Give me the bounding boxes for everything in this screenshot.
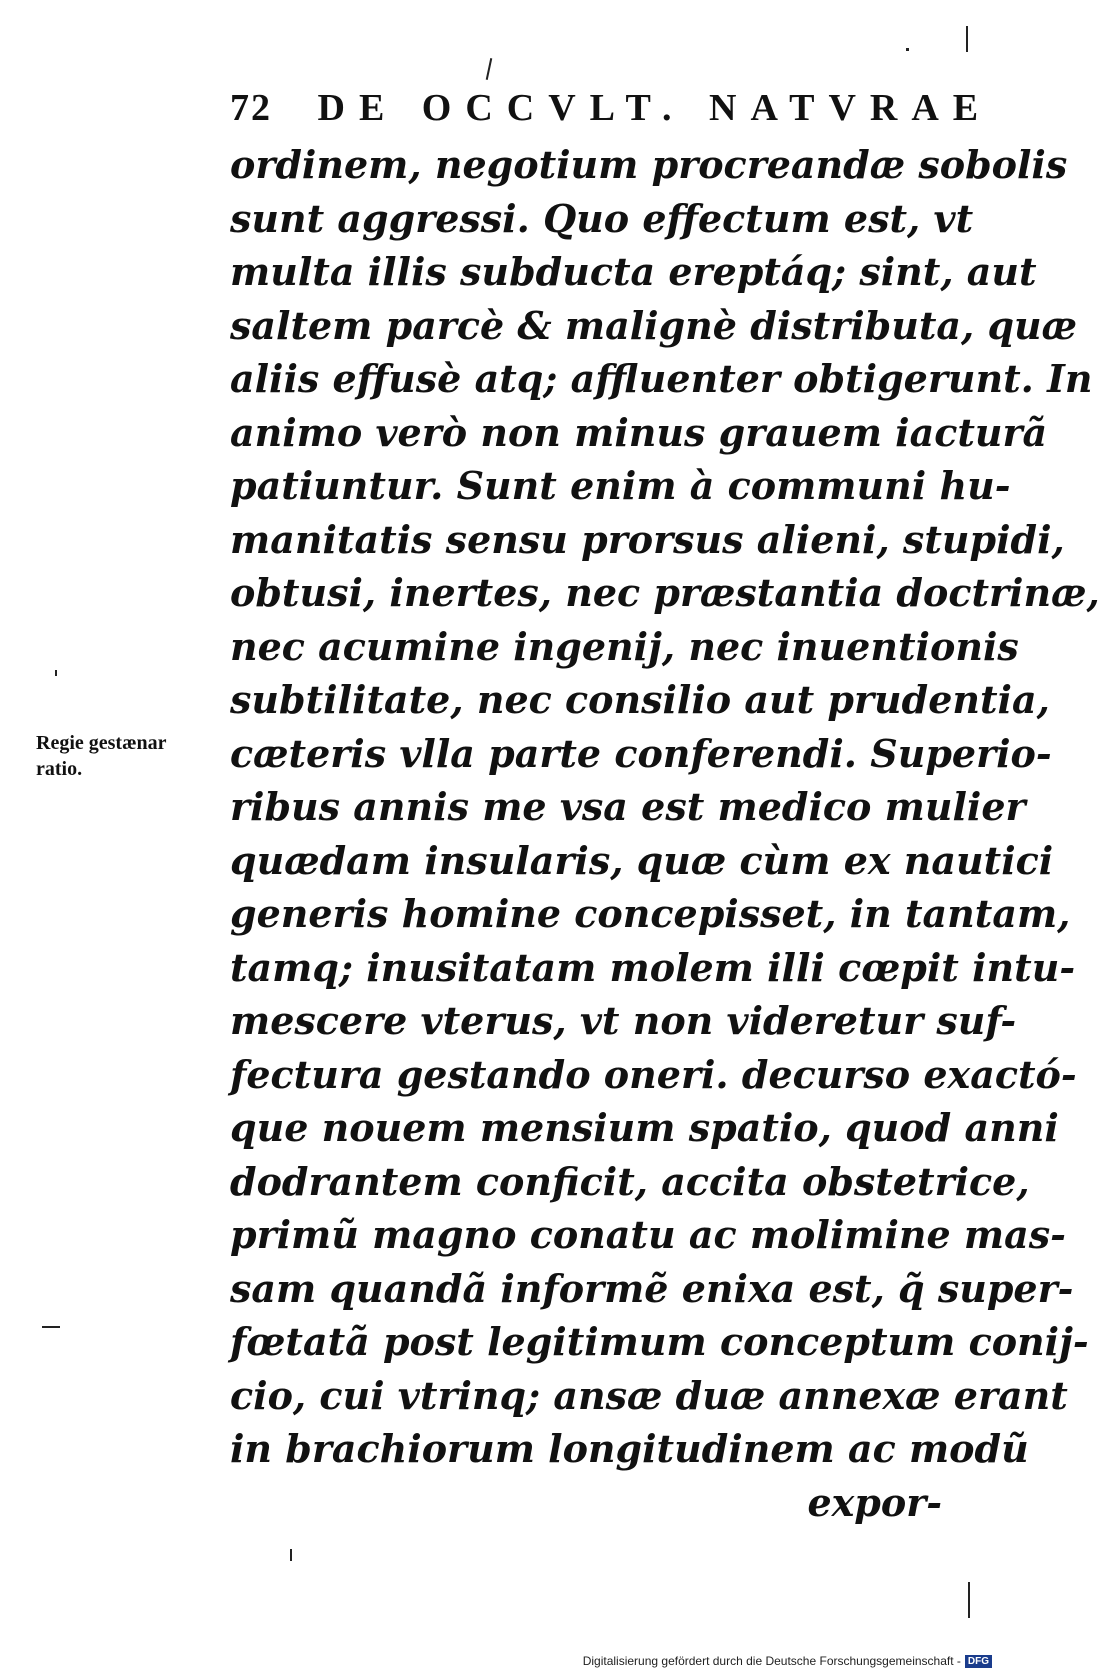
credit-text: Digitalisierung gefördert durch die Deutsche Forschungsgemeinschaft -	[582, 1654, 961, 1668]
text-line: cio, cui vtrinq; ansæ duæ annexæ erant	[230, 1372, 1068, 1418]
text-line: fœtatã post legitimum conceptum conij-	[230, 1319, 1089, 1364]
text-line: sunt aggressi. Quo effectum est, vt	[230, 195, 974, 241]
text-line: animo verò non minus grauem iacturã	[230, 409, 1048, 455]
marginal-note	[36, 730, 226, 782]
text-line: nec acumine ingenij, nec inuentionis	[230, 623, 1019, 669]
text-line: primũ magno conatu ac molimine mas-	[230, 1212, 1066, 1257]
text-line: tamq; inusitatam molem illi cœpit intu-	[230, 944, 1076, 990]
scan-speck	[906, 48, 909, 51]
text-line: saltem parcè & malignè distributa, quæ	[230, 302, 1078, 348]
text-line: cæteris vlla parte conferendi. Superio-	[230, 730, 1052, 776]
text-line: obtusi, inertes, nec præstantia doctrinæ,	[230, 570, 1100, 615]
running-title: DE OCCVLT. NATVRAE	[317, 87, 993, 129]
text-line: subtilitate, nec consilio aut prudentia,	[230, 677, 1050, 722]
digitization-credit	[583, 1654, 992, 1668]
scan-speck	[486, 58, 493, 80]
scan-speck	[290, 1549, 292, 1561]
scan-speck	[42, 1326, 60, 1328]
dfg-logo: DFG	[965, 1655, 992, 1668]
page-number: 72	[230, 87, 272, 129]
body-text	[230, 138, 1100, 1529]
text-line: manitatis sensu prorsus alieni, stupidi,	[230, 516, 1065, 562]
scan-speck	[968, 1582, 970, 1618]
text-line: ribus annis me vsa est medico mulier	[230, 784, 1026, 829]
text-line: que nouem mensium spatio, quod anni	[230, 1105, 1059, 1150]
text-line: patiuntur. Sunt enim à communi hu-	[230, 463, 1011, 508]
scan-speck	[966, 26, 968, 52]
text-line: fectura gestando oneri. decurso exactó-	[230, 1051, 1077, 1097]
text-line: generis homine concepisset, in tantam,	[230, 891, 1071, 936]
text-line: mescere vterus, vt non videretur suf-	[230, 998, 1017, 1043]
catchword: expor-	[807, 1479, 942, 1525]
text-line: aliis effusè atq; affluenter obtigerunt. In	[230, 356, 1093, 401]
scan-speck	[55, 670, 57, 676]
text-line: sam quandã informẽ enixa est, q̃ super-	[230, 1265, 1074, 1311]
text-line: ordinem, negotium procreandæ sobolis	[230, 142, 1068, 187]
marginal-note-line-2: ratio.	[36, 758, 83, 780]
marginal-note-line-1: Regie gestænar	[36, 732, 167, 754]
text-line: quædam insularis, quæ cùm ex nautici	[230, 837, 1054, 883]
text-line: multa illis subducta ereptáq; sint, aut	[230, 249, 1037, 294]
text-line: in brachiorum longitudinem ac modũ	[230, 1426, 1029, 1471]
text-line: dodrantem conficit, accita obstetrice,	[230, 1158, 1030, 1204]
running-header	[230, 78, 993, 138]
